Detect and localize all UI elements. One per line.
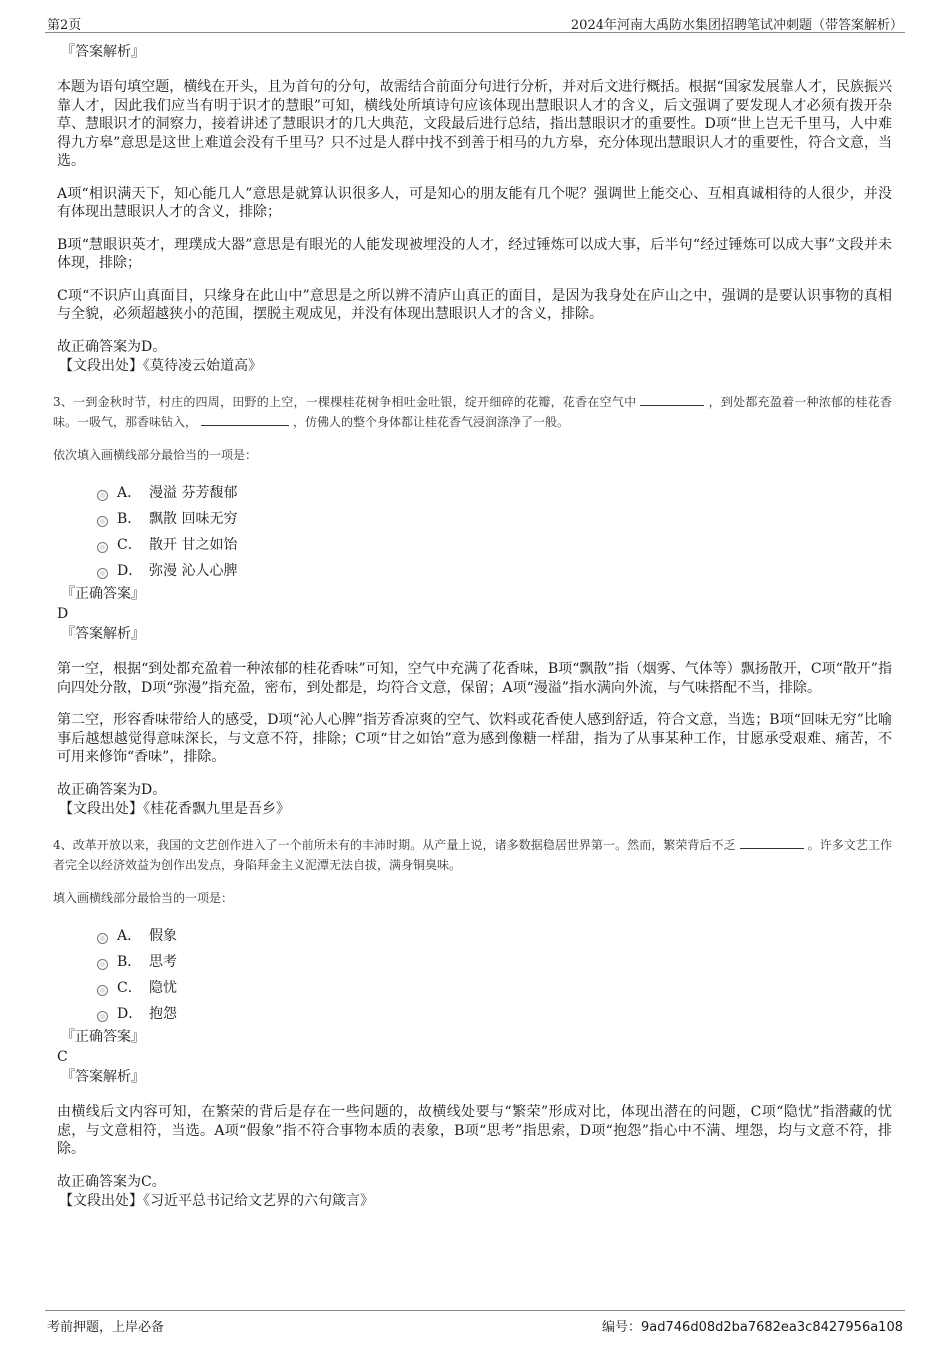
- document-title: 2024年河南大禹防水集团招聘笔试冲刺题（带答案解析）: [570, 18, 903, 33]
- radio-icon[interactable]: [97, 933, 108, 944]
- answer-blank: [640, 393, 704, 406]
- q4-option-a[interactable]: A． 假象: [97, 923, 892, 949]
- q4-stem: 4、改革开放以来，我国的文艺创作进入了一个前所未有的丰沛时期。从产量上说，诸多数据稳居世界第一。然而，繁荣背后不乏 。许多文艺工作者完全以经济效益为创作出发点，身陷拜金主义泥潭无法自拔，满身铜臭味。: [53, 838, 892, 872]
- radio-icon[interactable]: [97, 516, 108, 527]
- answer-blank: [201, 413, 289, 426]
- q3-option-a[interactable]: A． 漫溢 芬芳馥郁: [97, 480, 892, 506]
- q2-section: [57, 42, 892, 376]
- radio-icon[interactable]: [97, 1011, 108, 1022]
- radio-icon[interactable]: [97, 985, 108, 996]
- q4-analysis-para: 由横线后文内容可知，在繁荣的背后是存在一些问题的，故横线处要与“繁荣”形成对比，体现出潜在的问题，C项“隐忧”指潜藏的忧虑，与文意相符，当选。A项“假象”指不符合事物本质的表象，B项“思考”指思索，D项“抱怨”指心中不满、埋怨，均与文意不符，排除。: [57, 1104, 892, 1157]
- q2-analysis-label: 『答案解析』: [61, 44, 145, 60]
- radio-icon[interactable]: [97, 542, 108, 553]
- q4-correct-answer: C: [57, 1049, 68, 1065]
- q2-analysis-para: 本题为语句填空题，横线在开头，且为首句的分句，故需结合前面分句进行分析，并对后文进行概括。根据“国家发展靠人才，民族振兴靠人才，因此我们应当有明于识才的慧眼”可知，横线处所填诗句应该体现出慧眼识人才的含义，后文强调了要发现人才必须有拨开杂草、慧眼识才的洞察力，接着讲述了慧眼识才的几大典范，文段最后进行总结，指出慧眼识才的重要性。D项“世上岂无千里马，人中难得九方皋”意思是这世上难道会没有千里马？只不过是人群中找不到善于相马的九方皋，充分体现出慧眼识人才的重要性，符合文意，当选。: [57, 79, 892, 169]
- footer-slogan: 考前押题，上岸必备: [47, 1320, 165, 1335]
- q4-source: 【文段出处】《习近平总书记给文艺界的六句箴言》: [59, 1193, 374, 1209]
- page-content: [53, 42, 892, 1211]
- answer-blank: [740, 836, 804, 849]
- radio-icon[interactable]: [97, 568, 108, 579]
- q3-source: 【文段出处】《桂花香飘九里是吾乡》: [59, 801, 290, 817]
- q3-option-c[interactable]: C． 散开 甘之如饴: [97, 532, 892, 558]
- radio-icon[interactable]: [97, 490, 108, 501]
- q3-analysis-label: 『答案解析』: [61, 626, 145, 642]
- radio-icon[interactable]: [97, 959, 108, 970]
- q3-correct-answer: D: [57, 606, 69, 622]
- q3-option-d[interactable]: D． 弥漫 沁人心脾: [97, 558, 892, 584]
- q2-analysis-para: B项“慧眼识英才，理璞成大器”意思是有眼光的人能发现被埋没的人才，经过锤炼可以成大事，后半句“经过锤炼可以成大事”文段并未体现，排除；: [57, 236, 892, 271]
- q2-source: 【文段出处】《莫待凌云始道高》: [59, 358, 262, 374]
- q4-conclusion: 故正确答案为C。: [57, 1173, 166, 1190]
- q4-option-b[interactable]: B． 思考: [97, 949, 892, 975]
- page-number: 第2页: [47, 18, 82, 33]
- q4-analysis-label: 『答案解析』: [61, 1069, 145, 1085]
- page-header: [45, 10, 905, 33]
- q4-option-c[interactable]: C． 隐忧: [97, 975, 892, 1001]
- q3-conclusion: 故正确答案为D。: [57, 781, 167, 798]
- q2-analysis-para: A项“相识满天下，知心能几人”意思是就算认识很多人，可是知心的朋友能有几个呢？强调世上能交心、互相真诚相待的人很少，并没有体现出慧眼识人才的含义，排除；: [57, 185, 892, 220]
- q3-analysis-para: 第一空，根据“到处都充盈着一种浓郁的桂花香味”可知，空气中充满了花香味，B项“飘散”指（烟雾、气体等）飘扬散开，C项“散开”指向四处分散，D项“弥漫”指充盈，密布，到处都是，均符合文意，保留；A项“漫溢”指水满向外流，与气味搭配不当，排除。: [57, 661, 892, 696]
- q4-prompt: 填入画横线部分最恰当的一项是：: [53, 891, 234, 905]
- q3-prompt: 依次填入画横线部分最恰当的一项是：: [53, 448, 258, 462]
- document-code: 编号：9ad746d08d2ba7682ea3c8427956a108: [602, 1320, 903, 1335]
- q3-analysis-para: 第二空，形容香味带给人的感受，D项“沁人心脾”指芳香凉爽的空气、饮料或花香使人感到舒适，符合文意，当选；B项“回味无穷”比喻事后越想越觉得意味深长，与文意不符，排除；C项“甘之如饴”意为感到像糖一样甜，指为了从事某种工作，甘愿承受艰难、痛苦，不可用来修饰“香味”，排除。: [57, 712, 892, 765]
- q2-conclusion: 故正确答案为D。: [57, 338, 167, 355]
- q3-correct-label: 『正确答案』: [61, 586, 145, 602]
- q3-options: [97, 480, 892, 584]
- q2-analysis-para: C项“不识庐山真面目，只缘身在此山中”意思是之所以辨不清庐山真正的面目，是因为我身处在庐山之中，强调的是要认识事物的真相与全貌，必须超越狭小的范围，摆脱主观成见，并没有体现出慧眼识人才的含义，排除。: [57, 287, 892, 322]
- q3-option-b[interactable]: B． 飘散 回味无穷: [97, 506, 892, 532]
- q3-section: [53, 392, 892, 819]
- page-footer: [45, 1310, 905, 1335]
- q4-correct-label: 『正确答案』: [61, 1029, 145, 1045]
- q4-section: [53, 835, 892, 1211]
- q4-option-d[interactable]: D． 抱怨: [97, 1001, 892, 1027]
- q4-options: [97, 923, 892, 1027]
- q3-stem: 3、一到金秋时节，村庄的四周，田野的上空，一棵棵桂花树争相吐金吐银，绽开细碎的花瓣，花香在空气中 ，到处都充盈着一种浓郁的桂花香味。一吸气，那香味钻入， ，仿佛人的整个身体都让桂花香气浸润涤净了一般。: [53, 395, 892, 429]
